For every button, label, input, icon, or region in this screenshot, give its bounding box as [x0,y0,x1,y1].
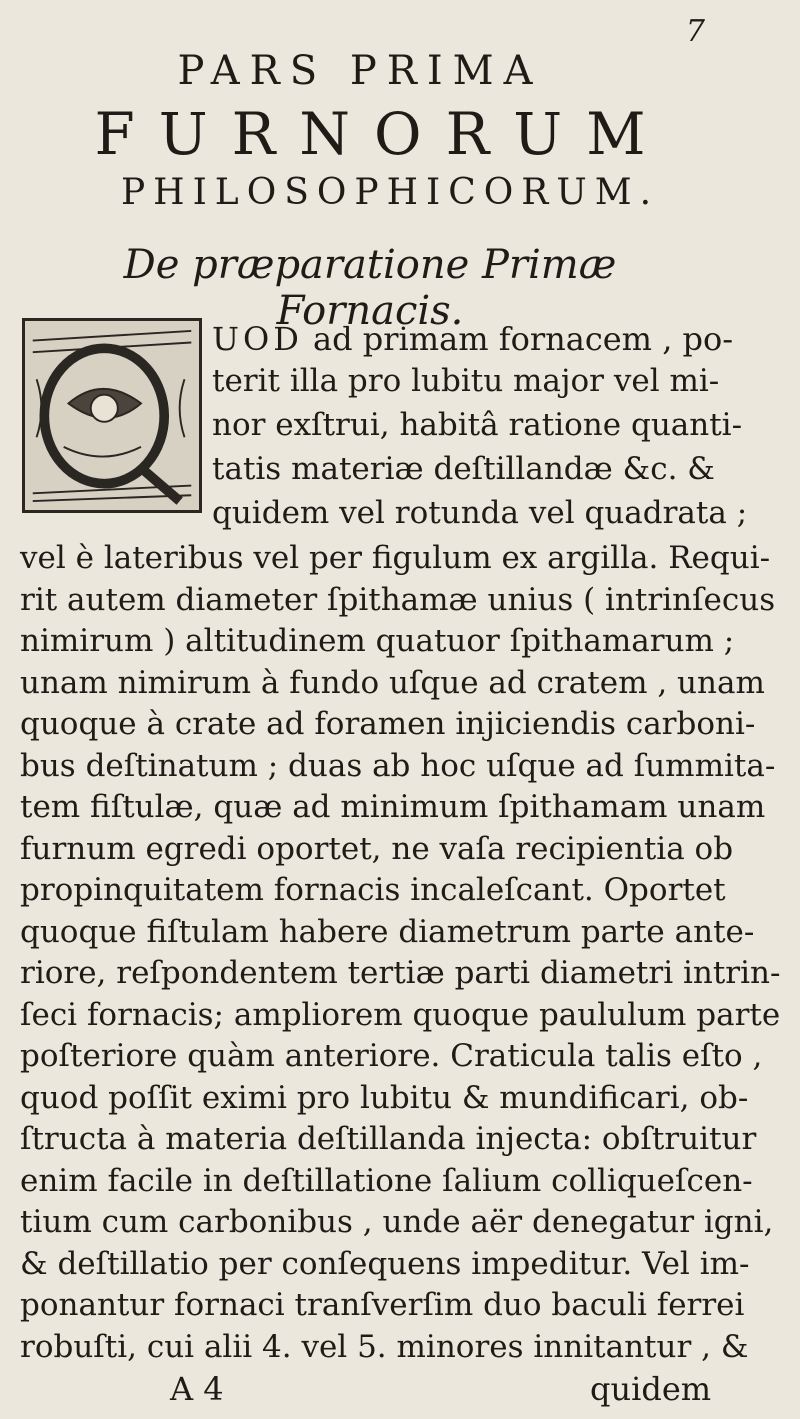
text-line-5: quidem vel rotunda vel quadrata ; [212,495,748,531]
text-line-24: ponantur fornaci tranſverſim duo baculi ferrei [20,1287,745,1323]
text-line-2: terit illa pro lubitu major vel mi- [212,363,720,399]
text-line-25: robuſti, cui alii 4. vel 5. minores innitantur , & [20,1328,749,1365]
section-title: De præparatione Primæ Fornacis. [123,242,617,334]
text-line-17: ſeci fornacis; ampliorem quoque paululum parte [20,996,781,1033]
opening-line [212,320,733,358]
text-line-20: ſtructa à materia deſtillanda injecta: obſtruitur [20,1121,757,1157]
text-line-1: ad primam fornacem , po- [313,320,734,358]
text-line-14: propinquitatem fornacis incaleſcant. Oportet [20,872,726,908]
text-line-4: tatis materiæ deſtillandæ &c. & [212,451,715,487]
text-line-23: & deſtillatio per conſequens impeditur. Vel im- [20,1245,750,1282]
opening-word-rest: UOD [212,320,303,358]
text-line-13: furnum egredi oportet, ne vaſa recipientia ob [20,830,734,867]
main-title: FURNORUM [94,100,670,168]
text-line-19: quod poſſit eximi pro lubitu & mundificari, ob- [20,1079,749,1116]
text-line-3: nor exſtrui, habitâ ratione quanti- [212,407,743,443]
decorated-initial-q [22,318,202,513]
signature-mark: A 4 [170,1370,224,1408]
text-line-9: unam nimirum à fundo uſque ad cratem , unam [20,664,765,701]
text-line-15: quoque fiſtulam habere diametrum parte ante- [20,913,755,950]
text-line-6: vel è lateribus vel per figulum ex argilla. Requi- [20,540,771,576]
ornament-icon [25,321,199,510]
text-line-16: riore, reſpondentem tertiæ parti diametri intrin- [20,955,781,991]
catchword: quidem [590,1370,712,1408]
text-line-18: poſteriore quàm anteriore. Craticula talis eſto , [20,1038,763,1074]
subtitle: PHILOSOPHICORUM. [120,172,660,213]
text-line-22: tium cum carbonibus , unde aër denegatur igni, [20,1204,774,1240]
running-title: PARS PRIMA [177,48,543,94]
text-line-7: rit autem diameter ſpithamæ unius ( intrinſecus [20,581,776,618]
text-line-10: quoque à crate ad foramen injiciendis carboni- [20,706,756,742]
text-line-12: tem fiſtulæ, quæ ad minimum ſpithamam unam [20,789,766,825]
page-number: 7 [685,14,705,49]
text-line-8: nimirum ) altitudinem quatuor ſpithamarum ; [20,623,735,659]
text-line-11: bus deſtinatum ; duas ab hoc uſque ad ſummita- [20,747,776,784]
text-line-21: enim facile in deſtillatione ſalium colliqueſcen- [20,1162,753,1199]
